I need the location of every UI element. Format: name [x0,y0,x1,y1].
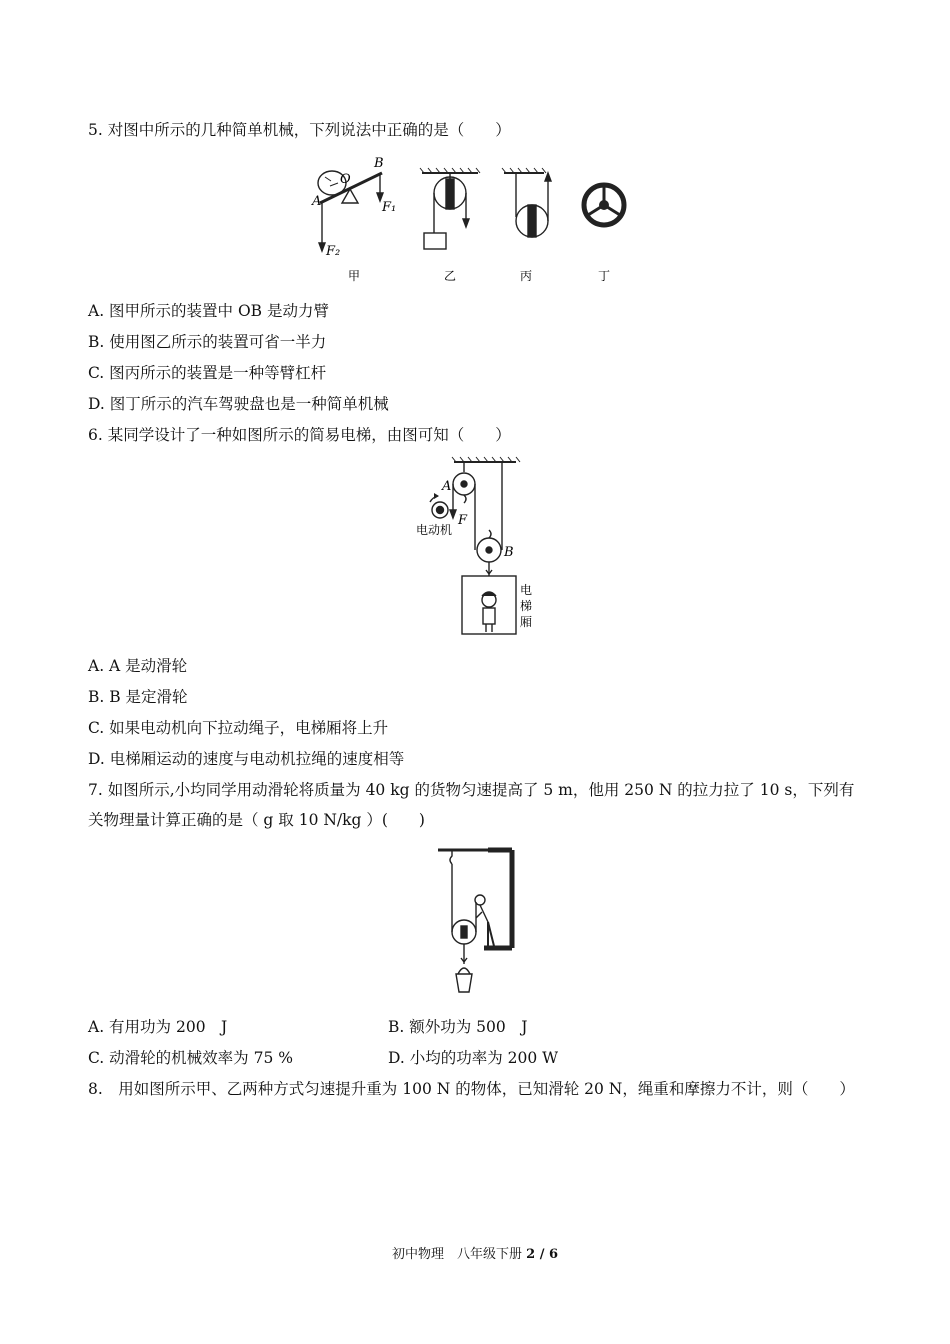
q6-option-b: B. B 是定滑轮 [88,688,188,706]
q5-option-b: B. 使用图乙所示的装置可省一半力 [88,333,327,351]
q7-option-a: A. 有用功为 200 J [88,1018,228,1036]
q8-stem: 8. 用如图所示甲、乙两种方式匀速提升重为 100 N 的物体，已知滑轮 20 N，绳重和摩擦力不计，则（ ） [88,1080,855,1098]
page-number: 2 / 6 [526,1247,559,1262]
movable-pulley-figure [420,168,480,249]
label-A: A [312,194,322,209]
q7-stem-line1: 7. 如图所示,小均同学用动滑轮将质量为 40 kg 的货物匀速提高了 5 m，他用 250 N 的拉力拉了 10 s，下列有 [88,781,855,799]
label-A: A [442,479,452,494]
q7-option-c: C. 动滑轮的机械效率为 75 % [88,1049,293,1067]
caption-bing: 丙 [520,269,533,283]
q5-stem: 5. 对图中所示的几种简单机械，下列说法中正确的是（ ） [88,121,511,139]
q6-option-a: A. A 是动滑轮 [88,657,188,675]
label-car-2: 梯 [520,599,533,613]
q6-option-d: D. 电梯厢运动的速度与电动机拉绳的速度相等 [88,750,405,768]
caption-yi: 乙 [444,269,457,283]
label-car-3: 厢 [520,615,533,629]
q7-option-d: D. 小均的功率为 200 W [388,1049,559,1067]
q7-option-b: B. 额外功为 500 J [388,1018,528,1036]
label-F1: F₁ [382,200,397,215]
q7-figure [430,842,530,1002]
q5-option-c: C. 图丙所示的装置是一种等臂杠杆 [88,364,327,382]
q5-option-a: A. 图甲所示的装置中 OB 是动力臂 [88,302,330,320]
q5-option-d: D. 图丁所示的汽车驾驶盘也是一种简单机械 [88,395,389,413]
page-footer [0,1246,950,1264]
label-F: F [458,513,468,528]
q6-figure [412,452,552,640]
q6-option-c: C. 如果电动机向下拉动绳子，电梯厢将上升 [88,719,389,737]
label-motor: 电动机 [416,523,453,537]
caption-ding: 丁 [598,269,611,283]
q6-stem: 6. 某同学设计了一种如图所示的简易电梯，由图可知（ ） [88,426,511,444]
label-car-1: 电 [520,583,533,597]
q5-figure [310,155,640,285]
label-O: O [340,172,351,187]
caption-jia: 甲 [348,269,361,283]
footer-text: 初中物理 八年级下册 [391,1247,527,1262]
steering-wheel-icon [584,185,624,225]
label-B: B [374,156,384,171]
label-B: B [504,545,514,560]
fixed-pulley-figure [502,168,551,237]
label-F2: F₂ [326,244,341,259]
q7-stem-line2: 关物理量计算正确的是（ g 取 10 N/kg ）( ) [88,811,425,829]
